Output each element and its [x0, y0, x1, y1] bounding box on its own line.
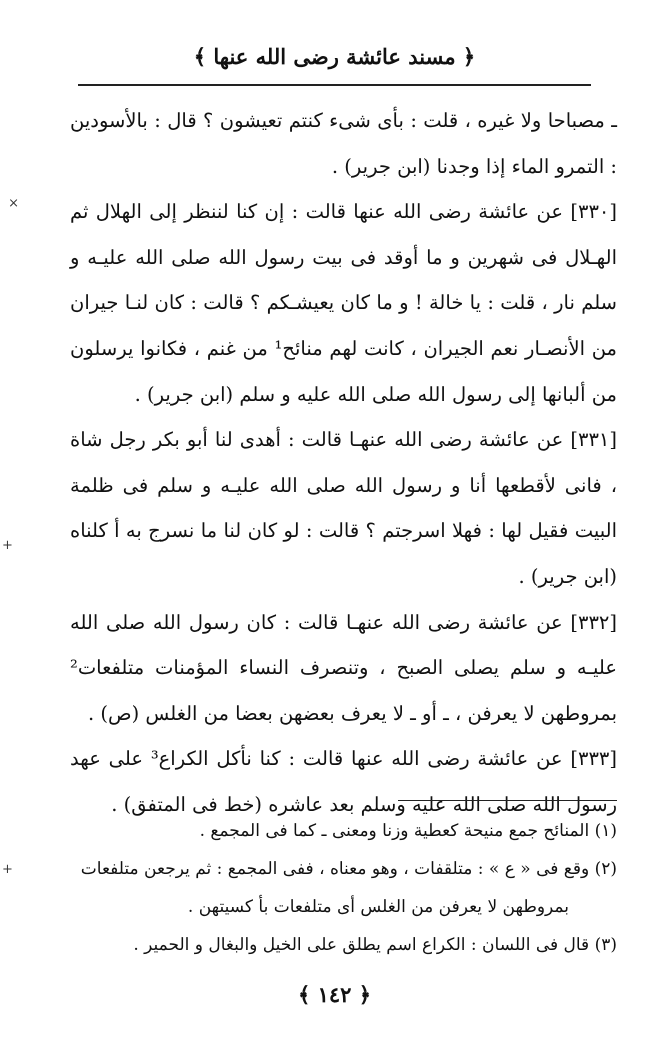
footnotes [50, 812, 617, 964]
margin-mark: × [8, 196, 19, 211]
hadith-333: [٣٣٣] عن عائشة رضى الله عنها قالت : كنا نأكل الكراع³ على عهد رسول الله صلى الله عليه وسلم بعد عاشره (خط فى المتفق) . [70, 747, 617, 816]
footnote-2: (٢) وقع فى « ع » : متلقفات ، وهو معناه ، ففى المجمع : ثم يرجعن متلفعات [80, 859, 617, 879]
footnote-divider [398, 800, 617, 801]
page-number: ﴿ ١٤٢ ﴾ [297, 982, 372, 1007]
hadith-331: [٣٣١] عن عائشة رضى الله عنهـا قالت : أهدى لنا أبو بكر رجل شاة ، فانى لأقطعها أنا و رسول الله صلى الله عليـه و سلم فى ظلمة البيت فقيل لها : فهلا اسرجتم ؟ قالت : لو كان لنا ما نسرج به أ كلناه (ابن جرير) . [70, 428, 617, 588]
main-text [70, 98, 617, 828]
footnote-3: (٣) قال فى اللسان : الكراع اسم يطلق على الخيل والبغال و الحمير . [133, 935, 617, 955]
paragraph-continuation: ـ مصباحا ولا غيره ، قلت : بأى شىء كنتم تعيشون ؟ قال : بالأسودين : التمرو الماء إذا وجدنا (ابن جرير) . [70, 109, 617, 178]
running-header: ﴿ مسند عائشة رضى الله عنها ﴾ [193, 44, 476, 69]
margin-mark: + [2, 538, 13, 553]
header-divider [78, 84, 591, 86]
hadith-330: [٣٣٠] عن عائشة رضى الله عنها قالت : إن كنا لننظر إلى الهلال ثم الهـلال فى شهرين و ما أوقد فى بيت رسول الله صلى الله عليـه و سلم نار ، قلت : يا خالة ! و ما كان يعيشـكم ؟ قالت : كان لنـا جيران من الأنصـار نعم الجيران ، كانت لهم منائح¹ من غنم ، فكانوا يرسلون من ألبانها إلى رسول الله صلى الله عليه و سلم (ابن جرير) . [70, 200, 617, 406]
hadith-332: [٣٣٢] عن عائشة رضى الله عنهـا قالت : كان رسول الله صلى الله عليـه و سلم يصلى الصبح ، وتنصرف النساء المؤمنات متلفعات² بمروطهن لا يعرفن ، ـ أو ـ لا يعرف بعضهن بعضا من الغلس (ص) . [70, 610, 617, 725]
footnote-1: (١) المنائح جمع منيحة كعطية وزنا ومعنى ـ كما فى المجمع . [199, 821, 617, 841]
footnote-2-continuation: بمروطهن لا يعرفن من الغلس أى متلفعات بأ كسيتهن . [187, 897, 569, 917]
margin-mark: + [2, 862, 13, 877]
